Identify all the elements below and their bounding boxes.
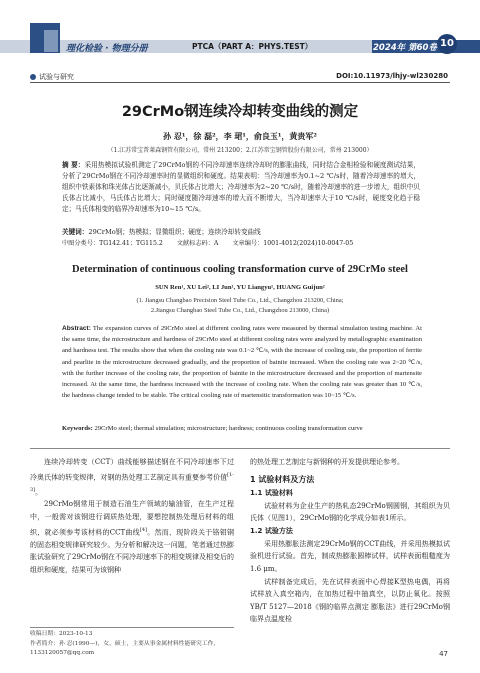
en-affiliation-line-1: (1. Jiangsu Changbao Precision Steel Tube Co., Ltd., Changzhou 213200, China;	[136, 297, 344, 304]
cn-article-id: 文章编号：1001-4012(2024)10-0047-05	[232, 240, 354, 247]
footnote	[30, 627, 234, 659]
body-paragraph	[30, 498, 234, 576]
section-bullet-icon	[30, 74, 36, 80]
en-authors: SUN Ren¹, XU Lei², LI Jun¹, YU Liangyu¹, HUANG Guijun²	[155, 284, 325, 291]
cn-metadata	[62, 238, 422, 249]
body-text: 连续冷却转变（CCT）曲线能够描述钢在不同冷却速率下过冷奥氏体的转变规律，对钢的热处理工艺制定具有重要参考价值	[30, 458, 234, 481]
cn-title: 29CrMo钢连续冷却转变曲线的测定	[121, 104, 359, 120]
en-affiliation	[0, 296, 480, 315]
cn-abstract-label: 摘 要：	[62, 161, 85, 169]
en-abstract-text: The expansion curves of 29CrMo steel at different cooling rates were measured by thermal simulation testing machine. At the same time, the microstructure and hardness of 29CrMo steel at different cooling rates were analyzed by metallographic examination and hardness test. The results show that when the cooling rate was 0.1~2 ℃/s, with the increase of cooling rate, the proportion of ferrite and pearlite in the microstructure decreased gradually, and the proportion of bainite increased. When the cooling rate was 2~20 ℃/s, with the further increase of the cooling rate, the proportion of bainite in the microstructure decreased and the proportion of martensite increased. At the same time, the hardness increased with the increase of cooling rate. When the cooling rate was greater than 10 ℃/s, the hardness change tended to be stable. The critical cooling rate of martensitic transformation was 10~15 ℃/s.	[62, 325, 423, 400]
body-left-column	[30, 456, 234, 576]
cn-abstract-text: 采用热模拟试验机测定了29CrMo钢的不同冷却速率连续冷却时的膨胀曲线，同时结合金相检验和硬度测试结果，分析了29CrMo钢在不同冷却速率时的显微组织和硬度。结果表明：当冷却速率为0.1~2 ℃/s时，随着冷却速率的增大，组织中铁素体和珠光体占比逐渐减小，贝氏体占比增大；冷却速率为2~20 ℃/s时，随着冷却速率的进一步增大，组织中贝氏体占比减小，马氏体占比增大；同时硬度随冷却速率的增大而不断增大，当冷却速率大于10 ℃/s时，硬度变化趋于稳定；马氏体相变的临界冷却速率为10~15 ℃/s。	[62, 161, 421, 213]
en-abstract	[62, 323, 422, 401]
body-paragraph: 采用热膨胀法测定29CrMo钢的CCT曲线，并采用热模拟试验机进行试验。首先，制成热膨胀圆棒试样，试样表面粗糙度为1.6 μm。	[250, 539, 450, 573]
section-heading: 1 试验材料及方法	[250, 474, 315, 484]
footnote-received: 收稿日期：2023-10-13	[30, 631, 93, 637]
abstract-divider	[30, 448, 450, 449]
subsection-heading: 1.2 试验方法	[250, 526, 293, 535]
cn-abstract	[62, 160, 420, 215]
citation: [1-3]	[30, 471, 234, 493]
footnote-author: 作者简介：孙 忍(1990—)，女，硕士，主要从事金属材料性能研究工作，1133120057@qq.com	[30, 640, 220, 656]
en-abstract-label: Abstract:	[62, 325, 91, 332]
body-text: 。然而，现阶段关于铬钼钢的固态相变规律研究较少。为分析和解决这一问题，笔者通过热膨胀试验研究了29CrMo钢在不同冷却速率下的相变规律及相变后的组织和硬度，结果可为该钢种	[30, 527, 234, 574]
cn-keywords-text: 29CrMo钢；热模拟；显微组织；硬度；连续冷却转变曲线	[88, 228, 261, 236]
en-keywords-label: Keywords:	[62, 425, 93, 432]
en-keywords	[62, 423, 422, 434]
header-divider	[30, 82, 450, 83]
body-paragraph: 试验材料为企业生产的热轧态29CrMo钢圆钢，其组织为贝氏体（见图1），29CrMo钢的化学成分如表1所示。	[250, 501, 450, 523]
body-paragraph: 的热处理工艺制定与新钢种的开发提供理论参考。	[250, 458, 404, 466]
journal-logo-accent	[44, 30, 58, 52]
journal-name: 理化检验 · 物理分册	[66, 44, 148, 54]
en-title: Determination of continuous cooling transformation curve of 29CrMo steel	[72, 264, 408, 275]
body-right-column	[250, 456, 450, 626]
journal-ptca: PTCA（PART A：PHYS.TEST）	[192, 42, 313, 51]
subsection-heading: 1.1 试验材料	[250, 488, 293, 497]
cn-clc: 中图分类号：TG142.41；TG115.2	[62, 240, 163, 247]
cn-doc-code: 文献标志码：A	[176, 240, 219, 247]
citation: [4]	[139, 526, 147, 533]
body-paragraph: 连续冷却转变（CCT）曲线能够描述钢在不同冷却速率下过冷奥氏体的转变规律，对钢的热处理工艺制定具有重要参考价值[1-3]。	[30, 458, 234, 496]
cn-authors: 孙 忍¹，徐 磊²，李 珺¹，俞良玉¹，黄贵军²	[163, 131, 317, 141]
doi: DOI:10.11973/lhjy-wl230280	[336, 72, 448, 80]
cn-keywords	[62, 227, 420, 238]
en-keywords-text: 29CrMo steel; thermal simulation; microstructure; hardness; continuous cooling transformation curve	[94, 425, 363, 432]
journal-header	[0, 0, 480, 62]
cn-keywords-label: 关键词：	[62, 228, 89, 236]
cn-affiliation: （1.江苏常宝普莱森钢管有限公司，常州 213200；2.江苏常宝钢管股份有限公司，常州 213000）	[107, 147, 373, 154]
journal-issue: 2024年 第60卷	[373, 43, 437, 53]
journal-issue-number: 10	[437, 34, 457, 54]
en-affiliation-line-2: 2.Jiangsu Changbao Steel Tube Co., Ltd., Changzhou 213000, China)	[150, 306, 330, 314]
section-tag-label: 试验与研究	[39, 73, 74, 81]
section-tag	[30, 72, 74, 82]
page-number: 47	[439, 650, 448, 658]
body-paragraph: 试样制备完成后，先在试样表面中心焊接K型热电偶，再将试样放入真空箱内，在加热过程中抽真空，以防止氧化。按照YB/T 5127—2018《钢的临界点测定 膨胀法》进行29CrMo钢临界点温度检	[250, 577, 450, 624]
body-text: 29CrMo钢常用于制造石油生产领域的输油管，在生产过程中，一般需对该钢进行调质热处理，要想控制热处理后材料的组织，就必须参考该材料的CCT曲线	[30, 500, 234, 536]
